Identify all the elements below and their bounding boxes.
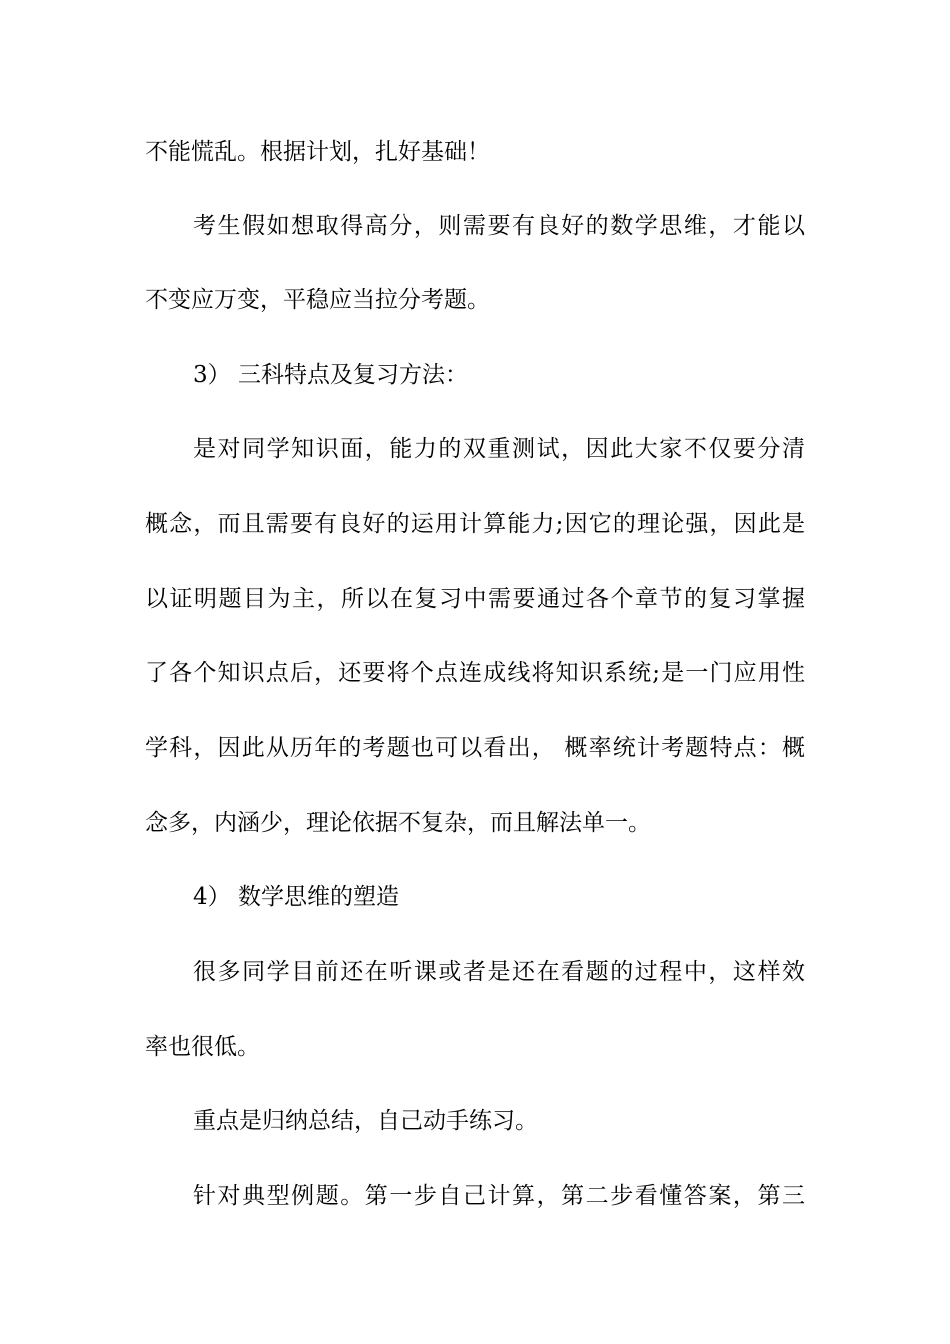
paragraph-line: 以证明题目为主，所以在复习中需要通过各个章节的复习掌握 — [145, 586, 805, 612]
section-heading: 3） 三科特点及复习方法： — [193, 362, 468, 388]
paragraph-line: 很多同学目前还在听课或者是还在看题的过程中，这样效 — [193, 959, 805, 985]
paragraph-line: 学科，因此从历年的考题也可以看出， 概率统计考题特点：概 — [145, 735, 805, 761]
paragraph-line: 不变应万变，平稳应当拉分考题。 — [145, 287, 490, 313]
paragraph-line: 了各个知识点后，还要将个点连成线将知识系统;是一门应用性 — [145, 660, 805, 686]
paragraph-line: 念多，内涵少，理论依据不复杂，而且解法单一。 — [145, 810, 651, 836]
paragraph-line: 是对同学知识面，能力的双重测试，因此大家不仅要分清 — [193, 436, 805, 462]
paragraph-line: 不能慌乱。根据计划，扎好基础！ — [145, 139, 490, 165]
paragraph-line: 针对典型例题。第一步自己计算，第二步看懂答案，第三 — [193, 1183, 805, 1209]
paragraph-line: 重点是归纳总结，自己动手练习。 — [193, 1108, 538, 1134]
section-heading: 4） 数学思维的塑造 — [193, 884, 399, 910]
paragraph-line: 考生假如想取得高分，则需要有良好的数学思维，才能以 — [193, 213, 805, 239]
paragraph-line: 概念，而且需要有良好的运用计算能力;因它的理论强，因此是 — [145, 511, 805, 537]
paragraph-line: 率也很低。 — [145, 1034, 260, 1060]
